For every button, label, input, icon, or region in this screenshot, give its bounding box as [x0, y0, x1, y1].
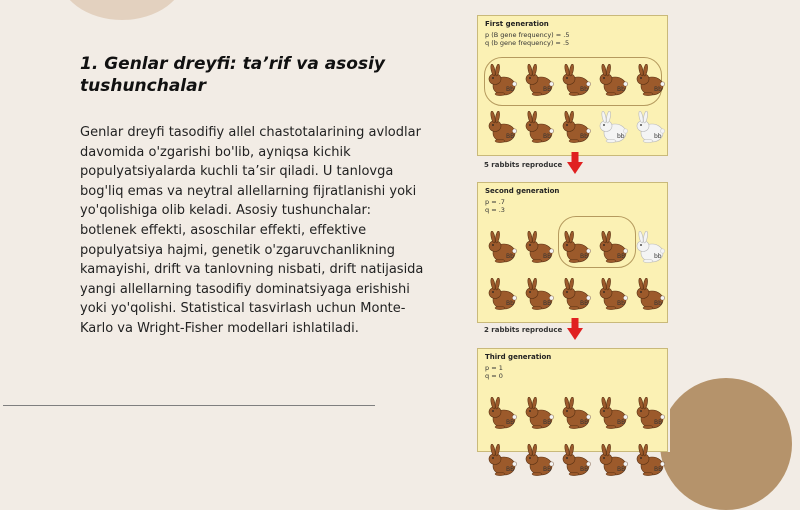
- genotype-label: Bb: [580, 133, 588, 140]
- genotype-label: BB: [654, 419, 663, 426]
- divider-line: [3, 405, 375, 406]
- decorative-circle-top: [58, 0, 186, 20]
- genotype-label: BB: [654, 466, 663, 473]
- reproduce-label: 5 rabbits reproduce: [484, 161, 563, 169]
- genotype-label: BB: [617, 466, 626, 473]
- genotype-label: BB: [617, 419, 626, 426]
- generation-title: Third generation: [485, 353, 552, 361]
- genotype-label: BB: [580, 419, 589, 426]
- freq-line-q: q = 0: [485, 372, 503, 380]
- genotype-label: Bb: [543, 133, 551, 140]
- freq-line-q: q = .3: [485, 206, 505, 214]
- down-arrow-icon: [567, 152, 583, 174]
- generation-title: First generation: [485, 20, 549, 28]
- generation-panel-3: [477, 348, 668, 473]
- slide-body-text: Genlar dreyfi tasodifiy allel chastotalarining avlodlar davomida o'zgarishi bo'lib, ayniqsa kichik populyatsiyalarda kuchli ta’sir qiladi. U tanlovga bog'liq emas va neytral allellarning fijratlanishi yoki yo'qolishiga olib keladi. Asosiy tushunchalar: botlenek effekti, asoschilar effekti, effektive populyatsiya hajmi, genetik o'zgaruvchanlikning kamayishi, drift va tanlovning nisbati, drift natijasida yangi allellarning tasodifiy dominatsiyaga erishishi yoki yo'qolishi. Statistical tasvirlash uchun Monte-Karlo va Wright-Fisher modellari ishlatiladi.: [80, 125, 424, 336]
- genotype-label: Bb: [506, 300, 514, 307]
- genotype-label: bb: [617, 133, 625, 140]
- down-arrow-icon: [567, 318, 583, 340]
- slide-title: 1. Genlar dreyfi: ta’rif va asosiy tushunchalar: [80, 54, 386, 96]
- reproduce-label: 2 rabbits reproduce: [484, 326, 563, 334]
- genotype-label: BB: [543, 419, 552, 426]
- genotype-label: BB: [506, 419, 515, 426]
- freq-line-q: q (b gene frequency) = .5: [485, 39, 570, 47]
- genotype-label: BB: [506, 466, 515, 473]
- freq-line-p: p = .7: [485, 198, 505, 206]
- genotype-label: BB: [543, 253, 552, 260]
- genotype-label: BB: [617, 253, 626, 260]
- genotype-label: Bb: [506, 86, 514, 93]
- decorative-circle-bottom: [660, 378, 792, 510]
- generation-panel-1: [477, 15, 668, 156]
- freq-line-p: p (B gene frequency) = .5: [485, 31, 570, 39]
- genotype-label: BB: [506, 133, 515, 140]
- genotype-label: Bb: [580, 86, 588, 93]
- genotype-label: BB: [543, 300, 552, 307]
- genetic-drift-figure: [475, 12, 670, 473]
- genotype-label: Bb: [617, 86, 625, 93]
- genotype-label: bb: [654, 253, 662, 260]
- genotype-label: Bb: [506, 253, 514, 260]
- genotype-label: BB: [543, 466, 552, 473]
- genotype-label: BB: [580, 300, 589, 307]
- genotype-label: BB: [543, 86, 552, 93]
- genotype-label: Bb: [654, 300, 662, 307]
- generation-panel-2: [477, 182, 668, 323]
- genotype-label: BB: [580, 253, 589, 260]
- genotype-label: bb: [654, 133, 662, 140]
- generation-title: Second generation: [485, 187, 560, 195]
- genotype-label: Bb: [654, 86, 662, 93]
- freq-line-p: p = 1: [485, 364, 503, 372]
- genotype-label: BB: [580, 466, 589, 473]
- genotype-label: Bb: [617, 300, 625, 307]
